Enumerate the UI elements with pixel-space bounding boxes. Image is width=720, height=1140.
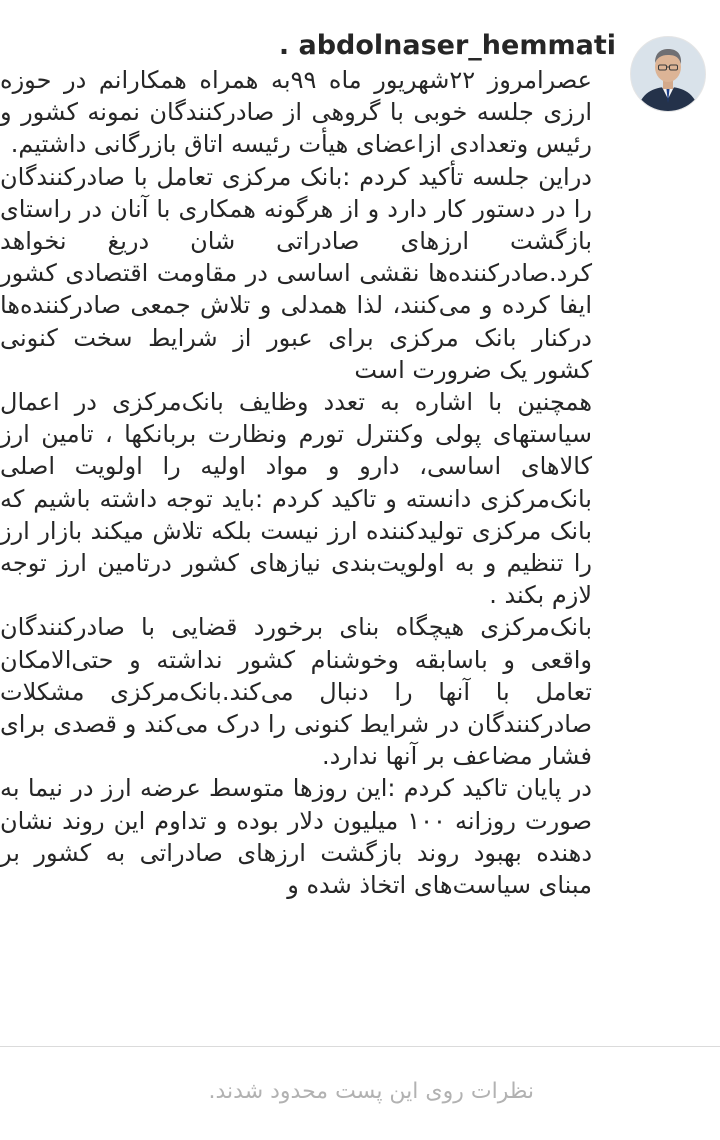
username[interactable]: [279, 30, 616, 61]
caption-paragraph: در پایان تاکید کردم :این روزها متوسط عرضه ارز در نیما به صورت روزانه ۱۰۰ میلیون دلار بوده و تداوم این روند نشان دهنده بهبود روند بازگشت ارزهای صادراتی به کشور بر مبنای سیاست‌های اتخاذ شده و: [0, 774, 593, 900]
avatar[interactable]: [630, 36, 706, 112]
caption-paragraph: همچنین با اشاره به تعدد وظایف بانک‌مرکزی در اعمال سیاستهای پولی وکنترل تورم ونظارت بربانکها ، تامین ارز کالاهای اساسی، دارو و مواد اولیه را اولویت اصلی بانک‌مرکزی دانسته و تاکید کردم :باید توجه داشته باشیم که بانک مرکزی تولیدکننده ارز نیست بلکه تلاش میکند بازار ارز را تنظیم و به اولویت‌بندی نیازهای کشور درتامین ارز توجه لازم بکند .: [0, 388, 592, 610]
avatar-portrait-icon: [631, 37, 705, 111]
comments-limited-notice: نظرات روی این پست محدود شدند.: [208, 1079, 534, 1104]
username-dot: .: [278, 30, 290, 61]
caption-paragraph: عصرامروز ۲۲شهریور ماه ۹۹به همراه همکارانم در حوزه ارزی جلسه خوبی با گروهی از صادرکنندگان نمونه کشور و رئیس وتعدادی ازاعضای هیأت رئیسه اتاق بازرگانی داشتیم.: [0, 66, 593, 159]
post-caption: [0, 64, 610, 901]
comment-bar: [0, 1047, 720, 1140]
caption-paragraph: دراین جلسه تأکید کردم :بانک مرکزی تعامل با صادرکنندگان را در دستور کار دارد و از هرگونه همکاری با آنان در راستای بازگشت ارزهای صادراتی شان دریغ نخواهد کرد.صادرکننده‌ها نقشی اساسی در مقاومت اقتصادی کشور ایفا کرده و می‌کنند، لذا همدلی و تلاش جمعی صادرکننده‌ها درکنار بانک مرکزی برای عبور از شرایط سخت کنونی کشور یک ضرورت است: [0, 162, 592, 384]
username-text: abdolnaser_hemmati: [298, 30, 616, 61]
caption-paragraph: بانک‌مرکزی هیچگاه بنای برخورد قضایی با صادرکنندگان واقعی و باسابقه وخوشنام کشور نداشته و حتی‌الامکان تعامل با آنها را دنبال می‌کند.بانک‌مرکزی مشکلات صادرکنندگان در شرایط کنونی را درک می‌کند و قصدی برای فشار مضاعف بر آنها ندارد.: [0, 613, 592, 771]
